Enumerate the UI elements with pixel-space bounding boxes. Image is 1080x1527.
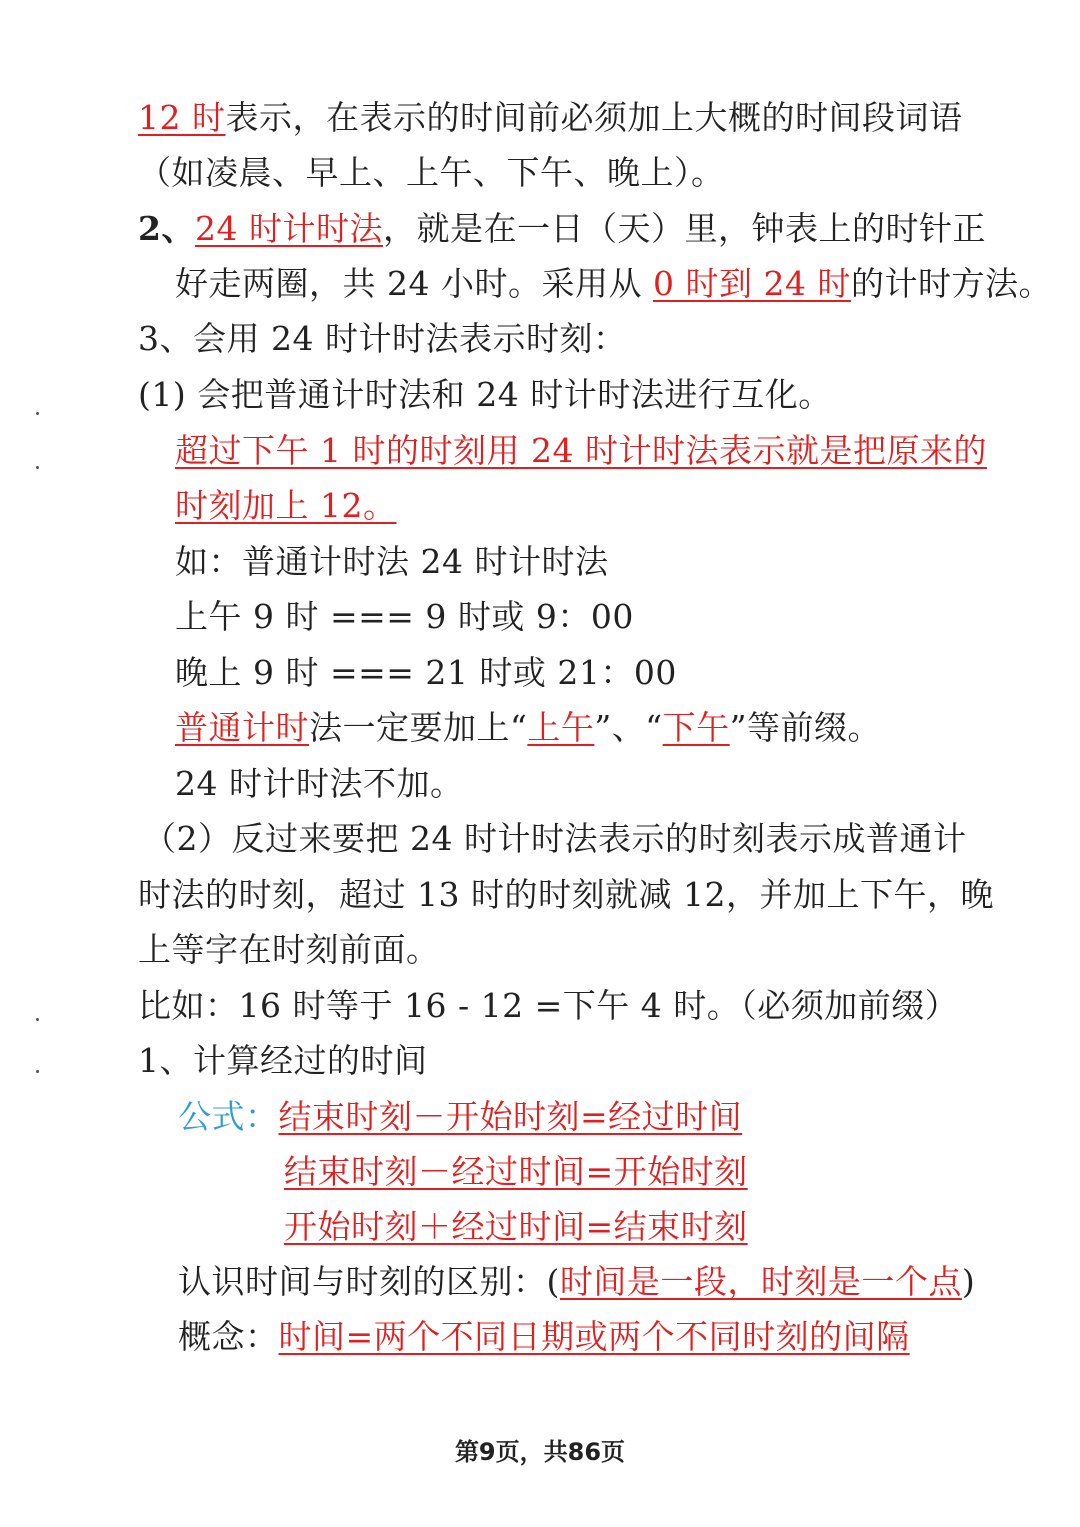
sub-heading: （2）反过来要把 24 时计时法表示的时刻表示成普通计 <box>143 819 967 858</box>
text-line-7 <box>175 429 987 473</box>
text-line-4 <box>175 262 1052 306</box>
text-segment: 如：普通计时法 24 时计时法 <box>175 542 609 581</box>
text-line-6 <box>138 373 832 417</box>
text-segment: 好走两圈，共 24 小时。采用从 <box>175 264 653 303</box>
highlight-24-hour-method: 24 时计时法 <box>194 209 383 248</box>
text-segment: 法一定要加上“ <box>309 708 528 747</box>
text-line-10 <box>175 595 634 639</box>
text-segment: （如凌晨、早上、上午、下午、晚上）。 <box>138 153 725 192</box>
text-segment: 比如：16 时等于 16 - 12 =下午 4 时。（必须加前缀） <box>138 986 959 1025</box>
highlight-pm: 下午 <box>662 708 730 747</box>
text-line-3 <box>138 207 986 251</box>
formula-3: 开始时刻＋经过时间=结束时刻 <box>284 1207 748 1246</box>
text-line-13 <box>175 762 463 806</box>
text-line-17 <box>138 984 958 1028</box>
text-line-18 <box>138 1039 428 1083</box>
text-segment: 的计时方法。 <box>850 264 1052 303</box>
text-line-22 <box>178 1260 975 1304</box>
text-line-14 <box>143 817 966 861</box>
highlight-0-to-24: 0 时到 24 时 <box>652 264 851 303</box>
text-line-12 <box>175 706 881 750</box>
margin-dot <box>36 466 39 469</box>
text-segment: 认识时间与时刻的区别：( <box>178 1262 560 1301</box>
text-line-19 <box>178 1095 742 1139</box>
text-segment: 表示，在表示的时间前必须加上大概的时间段词语 <box>225 98 963 137</box>
text-line-15 <box>138 873 994 917</box>
text-segment: ，就是在一日（天）里，钟表上的时针正 <box>382 209 986 248</box>
text-segment: 上午 9 时 === 9 时或 9：00 <box>175 597 634 636</box>
text-line-20 <box>284 1150 748 1194</box>
sub-heading: (1) 会把普通计时法和 24 时计时法进行互化。 <box>138 375 832 414</box>
highlight-am: 上午 <box>527 708 595 747</box>
highlight-difference: 时间是一段，时刻是一个点 <box>559 1262 962 1301</box>
formula-label: 公式： <box>178 1097 279 1136</box>
text-segment: 24 时计时法不加。 <box>175 764 464 803</box>
highlight-normal-time: 普通计时 <box>175 708 309 747</box>
text-line-9 <box>175 540 608 584</box>
text-line-2 <box>138 151 725 195</box>
margin-dot <box>36 1018 39 1021</box>
section-heading: 3、会用 24 时计时法表示时刻： <box>138 319 627 358</box>
concept-label: 概念： <box>178 1317 279 1356</box>
text-line-8 <box>175 484 396 528</box>
item-number: 2、 <box>138 209 195 248</box>
section-heading: 1、计算经过的时间 <box>138 1041 428 1080</box>
text-segment: 上等字在时刻前面。 <box>138 930 440 969</box>
text-line-1 <box>138 96 962 140</box>
highlight-rule: 超过下午 1 时的时刻用 24 时计时法表示就是把原来的 <box>175 431 987 470</box>
text-segment: 晚上 9 时 === 21 时或 21：00 <box>175 653 677 692</box>
text-line-5 <box>138 317 626 361</box>
text-segment: ) <box>961 1262 976 1301</box>
highlight-12-hour: 12 时 <box>138 98 226 137</box>
text-segment: 时法的时刻，超过 13 时的时刻就减 12，并加上下午，晚 <box>138 875 994 914</box>
formula-2: 结束时刻－经过时间=开始时刻 <box>284 1152 748 1191</box>
text-line-21 <box>284 1205 748 1249</box>
page-number: 第9页，共86页 <box>454 1438 626 1466</box>
text-line-11 <box>175 651 677 695</box>
text-line-16 <box>138 928 440 972</box>
text-segment: ”、“ <box>594 708 663 747</box>
highlight-rule-cont: 时刻加上 12。 <box>175 486 397 525</box>
margin-dot <box>36 1070 39 1073</box>
concept-definition: 时间=两个不同日期或两个不同时刻的间隔 <box>278 1317 910 1356</box>
text-segment: ”等前缀。 <box>729 708 881 747</box>
text-line-23 <box>178 1315 910 1359</box>
margin-dot <box>36 412 39 415</box>
formula-1: 结束时刻－开始时刻=经过时间 <box>278 1097 743 1136</box>
